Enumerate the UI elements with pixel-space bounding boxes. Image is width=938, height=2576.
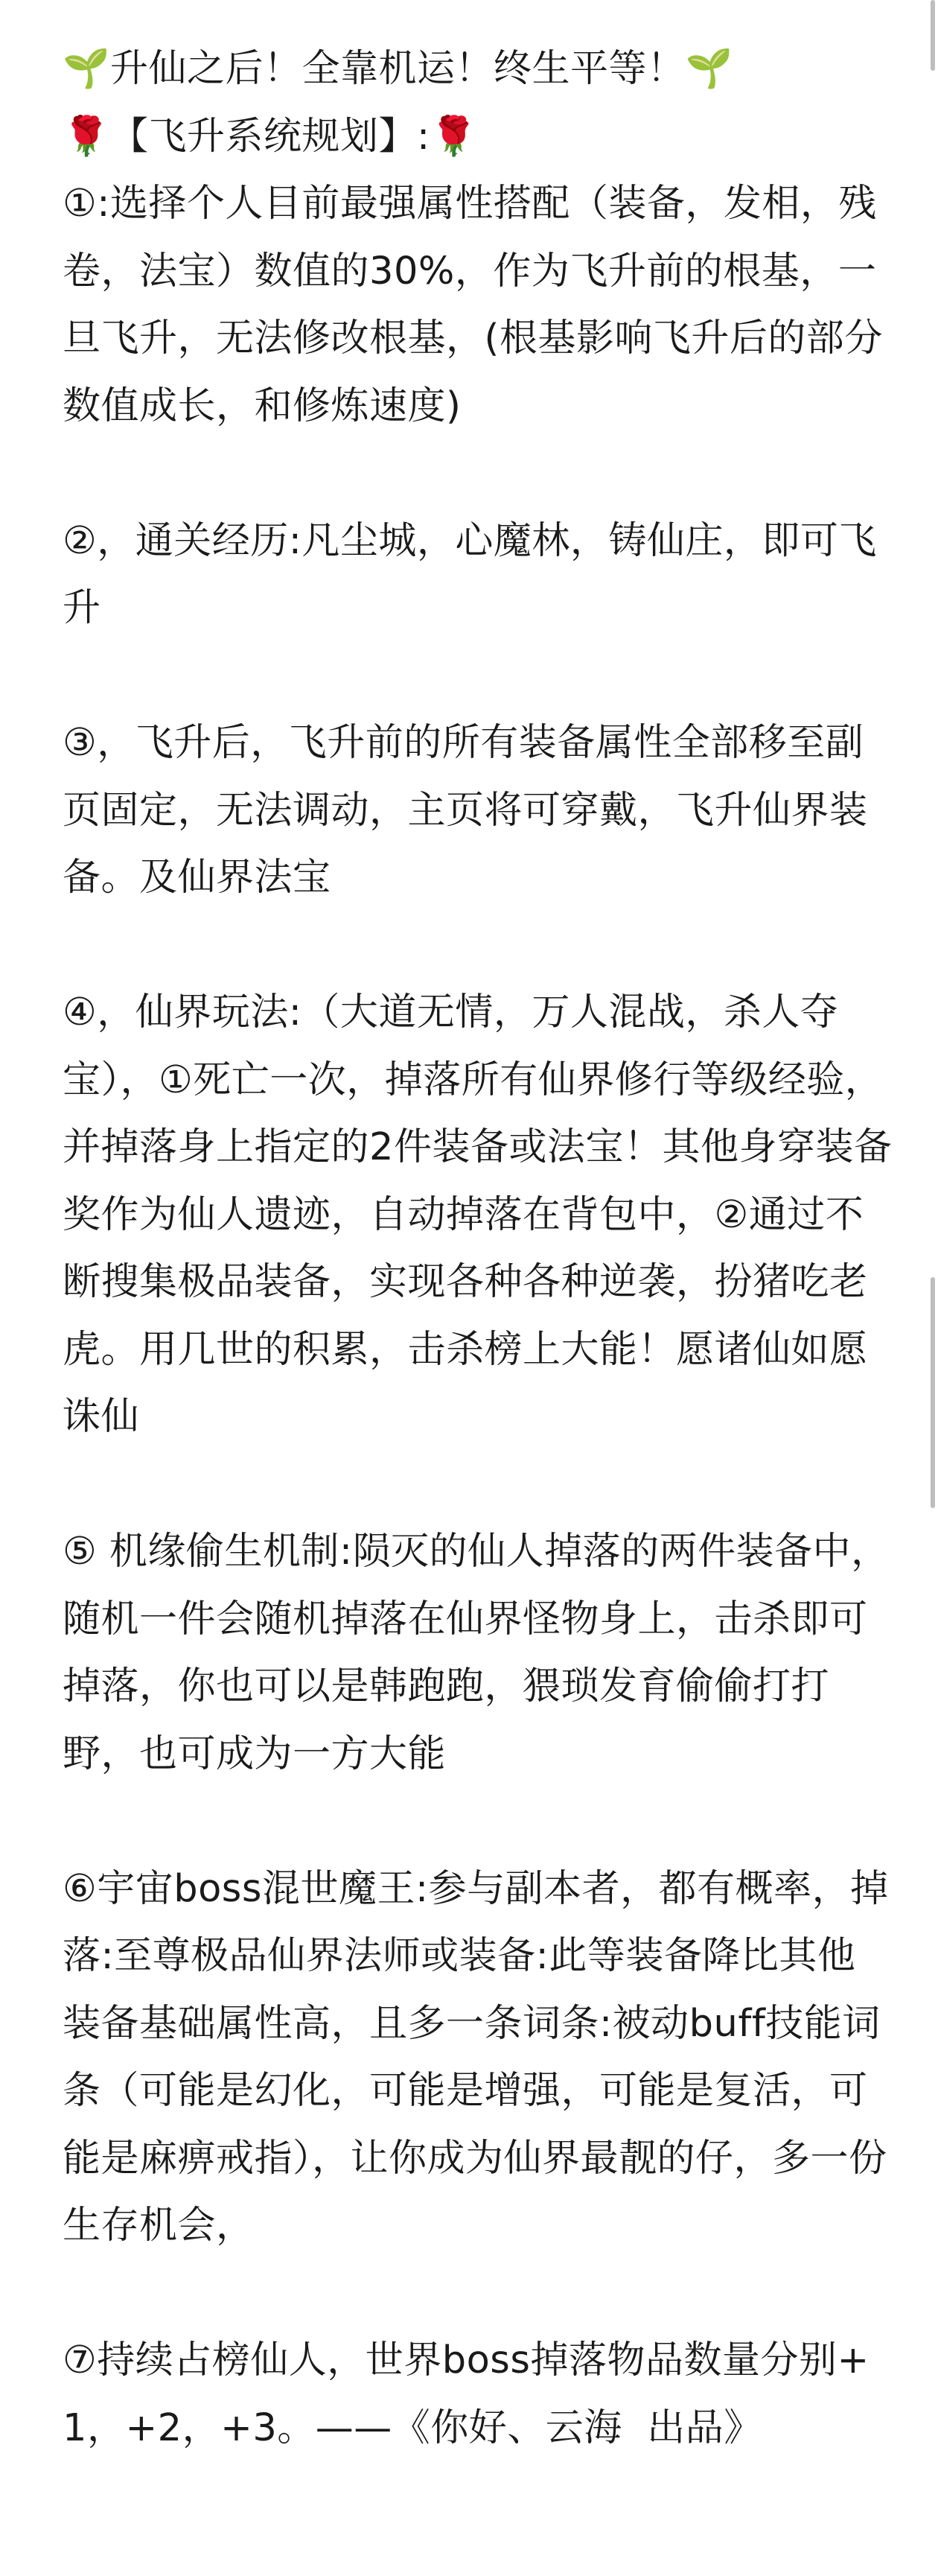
paragraph-spacer xyxy=(63,440,893,508)
scrollbar-thumb-top[interactable] xyxy=(931,0,935,71)
paragraph-5: ⑤ 机缘偷生机制:陨灭的仙人掉落的两件装备中，随机一件会随机掉落在仙界怪物身上，击杀即可掉落，你也可以是韩跑跑，猥琐发育偷偷打打野，也可成为一方大能 xyxy=(63,1530,890,1776)
scrollbar-track[interactable] xyxy=(929,0,938,2576)
paragraph-spacer xyxy=(63,1788,893,1856)
paragraph-spacer xyxy=(63,2260,893,2328)
paragraph-3: ③，飞升后，飞升前的所有装备属性全部移至副页固定，无法调动，主页将可穿戴，飞升仙界装备。及仙界法宝 xyxy=(63,721,868,900)
paragraph-6: ⑥宇宙boss混世魔王:参与副本者，都有概率，掉落:至尊极品仙界法师或装备:此等装备降比其他装备基础属性高，且多一条词条:被动buff技能词条（可能是幻化，可能是增强，可能是复活，可能是麻痹戒指），让你成为仙界最靓的仔，多一份生存机会， xyxy=(63,1866,889,2248)
post-title-line: 🌱升仙之后！全靠机运！终生平等！🌱 xyxy=(63,47,733,91)
paragraph-spacer xyxy=(63,1451,893,1519)
paragraph-2: ②，通关经历:凡尘城，心魔林，铸仙庄，即可飞升 xyxy=(63,518,877,630)
post-subtitle-line: 🌹【飞升系统规划】:🌹 xyxy=(63,114,478,159)
paragraph-spacer xyxy=(63,912,893,980)
paragraph-spacer xyxy=(63,643,893,710)
scrollbar-thumb[interactable] xyxy=(931,1277,935,1508)
paragraph-4: ④，仙界玩法:（大道无情，万人混战，杀人夺宝），①死亡一次，掉落所有仙界修行等级经验，并掉落身上指定的2件装备或法宝！其他身穿装备奖作为仙人遗迹，自动掉落在背包中，②通过不断搜集极品装备，实现各种各种逆袭，扮猪吃老虎。用几世的积累，击杀榜上大能！愿诸仙如愿诛仙 xyxy=(63,990,893,1439)
paragraph-1: ①:选择个人目前最强属性搭配（装备，发相，残卷，法宝）数值的30%，作为飞升前的根基，一旦飞升，无法修改根基，(根基影响飞升后的部分数值成长，和修炼速度) xyxy=(63,182,883,428)
paragraph-7: ⑦持续占榜仙人，世界boss掉落物品数量分别+1，+2，+3。——《你好、云海 出品》 xyxy=(63,2338,870,2450)
